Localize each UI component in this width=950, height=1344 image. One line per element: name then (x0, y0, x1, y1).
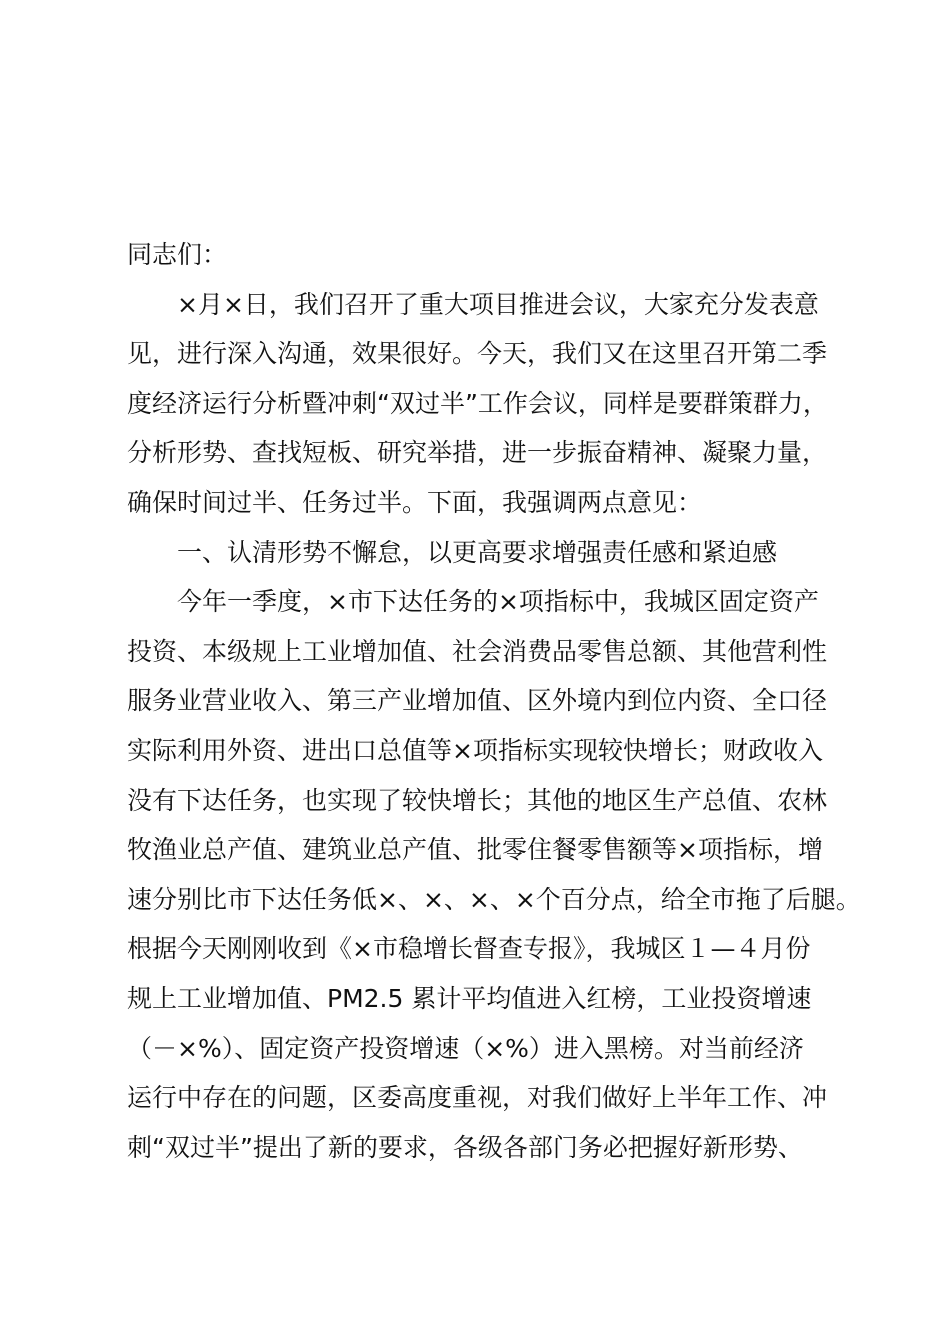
paragraph-line: 没有下达任务，也实现了较快增长；其他的地区生产总值、农林 (127, 785, 828, 815)
salutation: 同志们： (127, 240, 228, 269)
paragraph-line: 实际利用外资、进出口总值等×项指标实现较快增长；财政收入 (127, 735, 823, 765)
paragraph-line: 牧渔业总产值、建筑业总产值、批零住餐零售额等×项指标，增 (127, 835, 823, 865)
paragraph-line: 见，进行深入沟通，效果很好。今天，我们又在这里召开第二季 (127, 339, 828, 369)
paragraph-line: （－×%）、固定资产投资增速（×%）进入黑榜。对当前经济 (127, 1033, 804, 1063)
paragraph-line: 今年一季度，×市下达任务的×项指标中，我城区固定资产 (177, 587, 819, 617)
paragraph-line: 度经济运行分析暨冲刺“双过半”工作会议，同样是要群策群力， (127, 388, 828, 418)
paragraph-line: 速分别比市下达任务低×、×、×、×个百分点，给全市拖了后腿。 (127, 884, 861, 914)
section-heading: 一、认清形势不懈怠，以更高要求增强责任感和紧迫感 (177, 537, 778, 567)
paragraph-line: 服务业营业收入、第三产业增加值、区外境内到位内资、全口径 (127, 686, 828, 716)
paragraph-line: 确保时间过半、任务过半。下面，我强调两点意见： (127, 487, 703, 517)
paragraph-line: 根据今天刚刚收到《×市稳增长督查专报》，我城区１—４月份 (127, 934, 811, 964)
paragraph-line: ×月×日，我们召开了重大项目推进会议，大家充分发表意 (177, 289, 819, 319)
paragraph-line: 投资、本级规上工业增加值、社会消费品零售总额、其他营利性 (127, 636, 828, 666)
paragraph-line: 分析形势、查找短板、研究举措，进一步振奋精神、凝聚力量， (127, 438, 828, 468)
paragraph-line: 规上工业增加值、PM2.5 累计平均值进入红榜，工业投资增速 (127, 983, 812, 1013)
paragraph-line: 运行中存在的问题，区委高度重视，对我们做好上半年工作、冲 (127, 1083, 828, 1113)
paragraph-line: 刺“双过半”提出了新的要求，各级各部门务必把握好新形势、 (127, 1132, 803, 1162)
document-body (127, 230, 861, 1172)
